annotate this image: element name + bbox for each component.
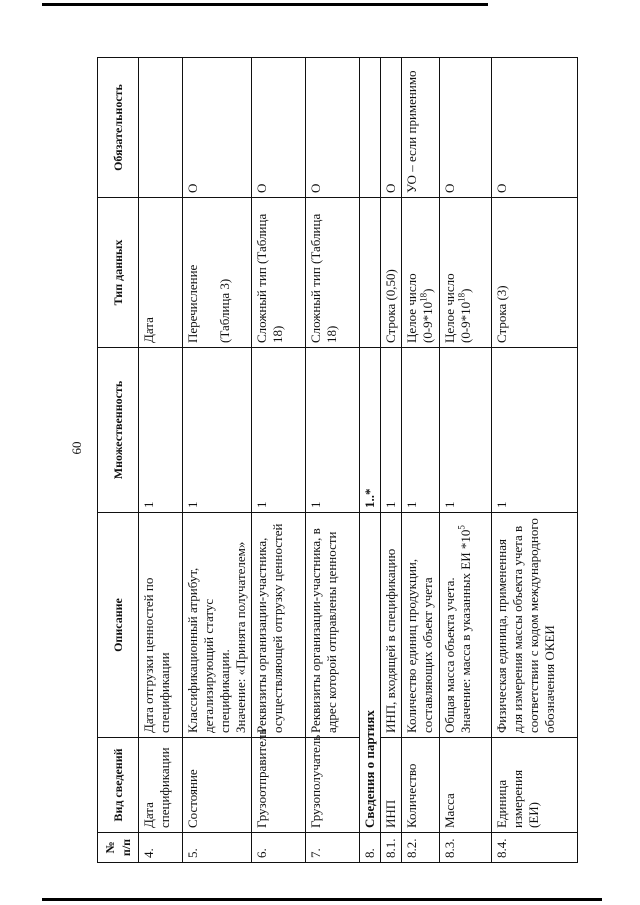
- header-required: Обязательность: [98, 58, 139, 198]
- scan-edge-bottom: [42, 898, 602, 901]
- header-datatype: Тип данных: [98, 198, 139, 348]
- cell-datatype: [402, 198, 440, 348]
- datatype-range-close: ): [420, 288, 435, 293]
- cell-required: О: [381, 58, 402, 198]
- cell-required: УО – если применимо: [402, 58, 440, 198]
- scan-edge-top: [42, 3, 488, 6]
- table-row: [492, 58, 578, 863]
- datatype-range-base: (0-9*10: [420, 301, 435, 343]
- datatype-range-close: ): [458, 288, 473, 293]
- description-value: Значение: «Принята получателем»: [233, 541, 248, 733]
- datatype-range-exp: 18: [456, 292, 467, 302]
- cell-num: 5.: [183, 833, 252, 863]
- cell-multiplicity: 1: [306, 348, 360, 513]
- rotated-page: [97, 58, 557, 863]
- datatype-text: Целое число: [404, 273, 419, 343]
- table-row: [381, 58, 402, 863]
- cell-kind: Грузоотправитель: [252, 738, 306, 833]
- table-row: [252, 58, 306, 863]
- cell-required: О: [252, 58, 306, 198]
- cell-required: [360, 58, 381, 198]
- page-number: 60: [69, 441, 84, 455]
- table-container: [97, 58, 557, 863]
- header-description: Описание: [98, 513, 139, 738]
- header-multiplicity: Множественность: [98, 348, 139, 513]
- cell-kind: Дата спецификации: [139, 738, 183, 833]
- cell-kind: ИНП: [381, 738, 402, 833]
- cell-multiplicity: 1: [402, 348, 440, 513]
- cell-datatype: Строка (3): [492, 198, 578, 348]
- cell-kind: Единица измерения (ЕИ): [492, 738, 578, 833]
- cell-multiplicity: 1: [183, 348, 252, 513]
- description-text: Общая масса объекта учета.: [442, 577, 457, 733]
- cell-datatype: Строка (0,50): [381, 198, 402, 348]
- cell-datatype: [440, 198, 492, 348]
- cell-kind: Состояние: [183, 738, 252, 833]
- cell-required: О: [492, 58, 578, 198]
- cell-datatype: [360, 198, 381, 348]
- cell-kind: Масса: [440, 738, 492, 833]
- datatype-range-exp: 18: [418, 292, 429, 302]
- cell-num: 8.3.: [440, 833, 492, 863]
- header-num: № п/п: [98, 833, 139, 863]
- table-row: [402, 58, 440, 863]
- cell-section-title: Сведения о партиях: [360, 513, 381, 833]
- cell-multiplicity: 1: [252, 348, 306, 513]
- cell-num: 8.: [360, 833, 381, 863]
- cell-num: 4.: [139, 833, 183, 863]
- cell-multiplicity: 1: [381, 348, 402, 513]
- cell-num: 8.4.: [492, 833, 578, 863]
- cell-multiplicity: 1: [139, 348, 183, 513]
- cell-datatype: Дата: [139, 198, 183, 348]
- header-row: [98, 58, 139, 863]
- table-row-section: [360, 58, 381, 863]
- cell-description: Физическая единица, примененная для измерения массы объекта учета в соответствии с кодом международного обозначения ОКЕИ: [492, 513, 578, 738]
- datatype-text: Целое число: [442, 273, 457, 343]
- cell-required: О: [440, 58, 492, 198]
- description-text: Классификационный атрибут, детализирующий статус спецификации.: [185, 567, 232, 733]
- cell-multiplicity: 1: [440, 348, 492, 513]
- table-row: [183, 58, 252, 863]
- cell-description: [183, 513, 252, 738]
- cell-description: Количество единиц продукции, составляющих объект учета: [402, 513, 440, 738]
- cell-description: [440, 513, 492, 738]
- datatype-text: Перечисление: [185, 264, 200, 343]
- cell-num: 7.: [306, 833, 360, 863]
- datatype-ref: (Таблица 3): [217, 278, 232, 343]
- datatype-range-base: (0-9*10: [458, 301, 473, 343]
- cell-datatype: Сложный тип (Таблица 18): [252, 198, 306, 348]
- cell-multiplicity: 1..*: [360, 348, 381, 513]
- cell-datatype: Сложный тип (Таблица 18): [306, 198, 360, 348]
- table-row: [306, 58, 360, 863]
- cell-num: 6.: [252, 833, 306, 863]
- cell-datatype: [183, 198, 252, 348]
- cell-num: 8.1.: [381, 833, 402, 863]
- header-kind: Вид сведений: [98, 738, 139, 833]
- datatype-range: [420, 202, 436, 343]
- table-row: [440, 58, 492, 863]
- description-value-base: Значение: масса в указанных ЕИ *10: [458, 529, 473, 733]
- description-value-exp: 5: [456, 525, 467, 530]
- description-value: [458, 517, 474, 733]
- cell-kind: Количество: [402, 738, 440, 833]
- cell-description: ИНП, входящей в спецификацию: [381, 513, 402, 738]
- cell-num: 8.2.: [402, 833, 440, 863]
- cell-kind: Грузополучатель: [306, 738, 360, 833]
- cell-required: О: [183, 58, 252, 198]
- cell-description: Реквизиты организации-участника, в адрес которой отправлены ценности: [306, 513, 360, 738]
- cell-required: О: [306, 58, 360, 198]
- cell-description: Реквизиты организации-участника, осуществляющей отгрузку ценностей: [252, 513, 306, 738]
- cell-description: Дата отгрузки ценностей по спецификации: [139, 513, 183, 738]
- table-row: [139, 58, 183, 863]
- datatype-range: [458, 202, 474, 343]
- cell-required: [139, 58, 183, 198]
- specification-table: [97, 57, 578, 863]
- cell-multiplicity: 1: [492, 348, 578, 513]
